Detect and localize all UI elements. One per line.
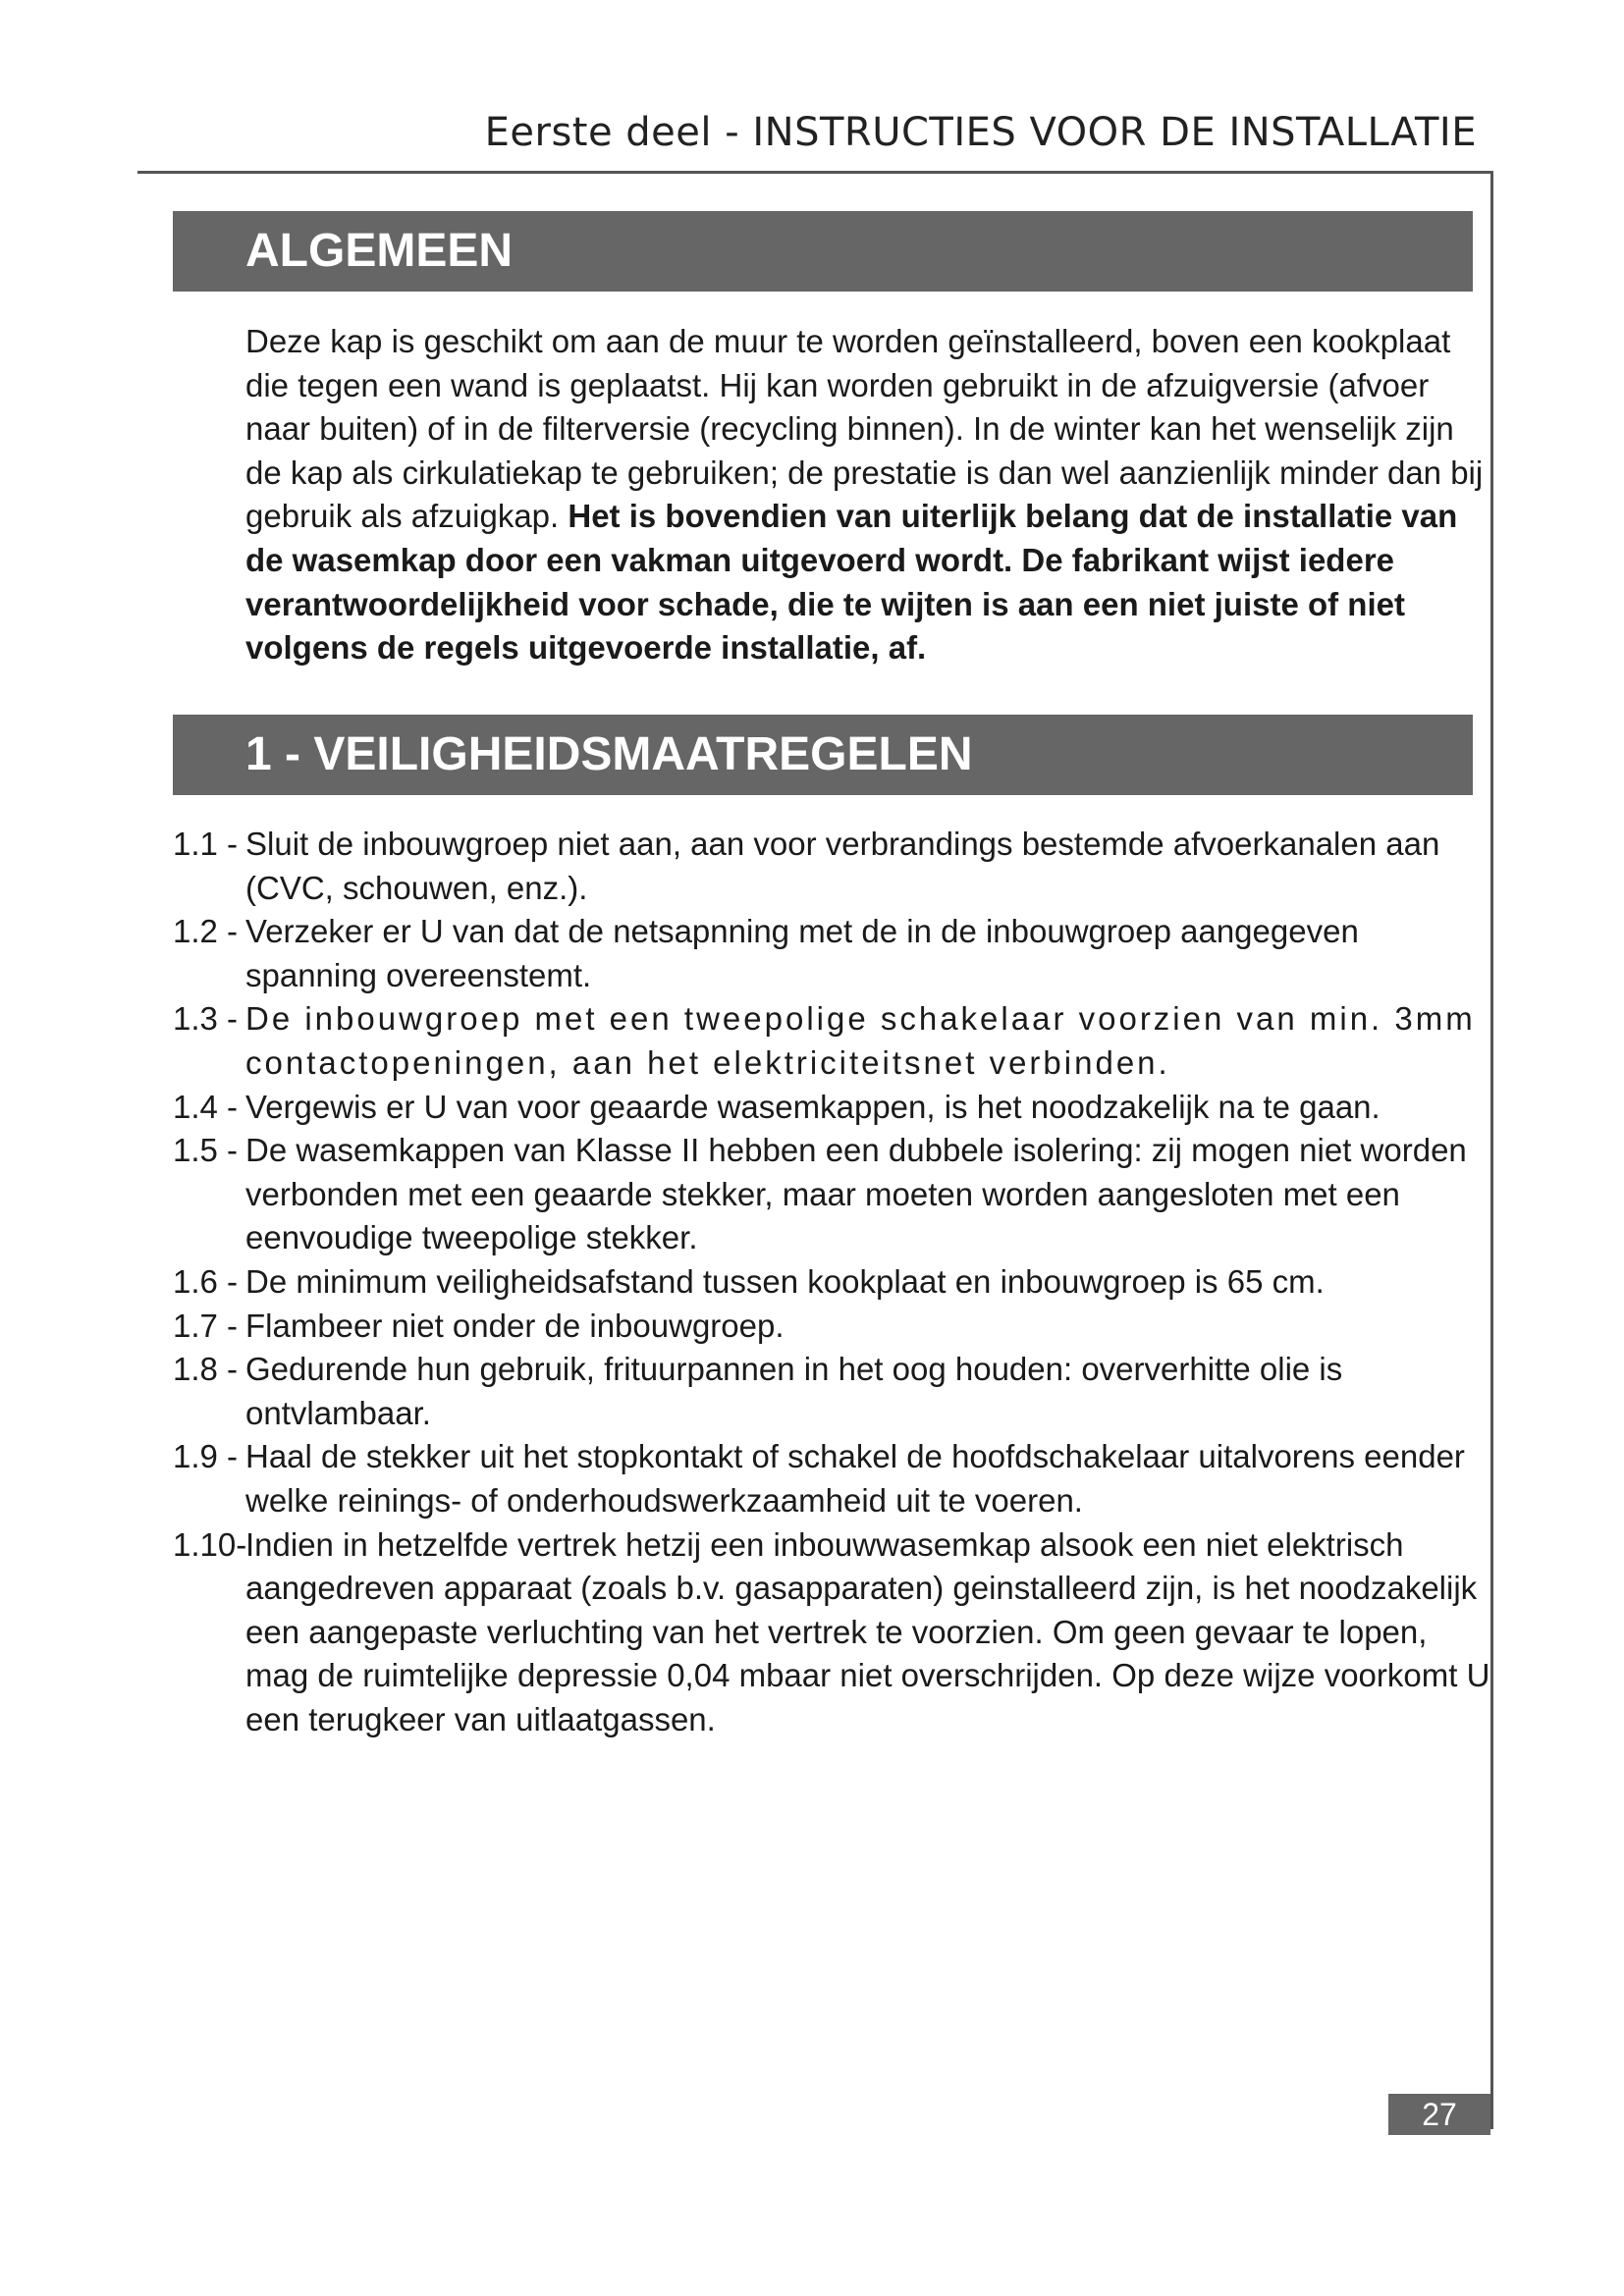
rule-number: 1.10- [173,1525,247,1563]
rule-item-1-6 [173,1260,1492,1305]
rule-number: 1.6 - [173,1262,239,1300]
rule-number: 1.9 - [173,1438,239,1475]
rule-item-1-1 [173,823,1492,910]
rule-text: Flambeer niet onder de inbouwgroep. [245,1307,785,1344]
rule-text: Indien in hetzelfde vertrek hetzij een inbouwwasemkap alsook een niet elektrisch aangedreven apparaat (zoals b.v. gasapparaten) geinstalleerd zijn, is het noodzakelijk een aangepaste verluchting van het vertrek te voorzien. Om geen gevaar te lopen, mag de ruimtelijke depressie 0,04 mbaar niet overschrijden. Op deze wijze voorkomt U een terugkeer van uitlaatgassen. [245,1525,1490,1737]
rule-item-1-8 [173,1348,1492,1435]
rule-text: De wasemkappen van Klasse II hebben een dubbele isolering: zij mogen niet worden verbonden met een geaarde stekker, maar moeten worden aangesloten met een eenvoudige tweepolige stekker. [245,1132,1467,1256]
rule-number: 1.7 - [173,1307,239,1344]
rule-item-1-4 [173,1086,1492,1130]
rule-number: 1.5 - [173,1132,239,1169]
rule-number: 1.8 - [173,1351,239,1388]
rule-text: Vergewis er U van voor geaarde wasemkappen, is het noodzakelijk na te gaan. [245,1088,1380,1125]
section-heading-safety: 1 - VEILIGHEIDSMAATREGELEN [173,715,1473,795]
rule-item-1-9 [173,1435,1492,1522]
header-divider [137,171,1492,174]
rule-text: Verzeker er U van dat de netsapnning met de in de inbouwgroep aangegeven spanning overeenstemt. [245,913,1359,993]
rule-number: 1.4 - [173,1088,239,1125]
rule-text: Gedurende hun gebruik, frituurpannen in het oog houden: oververhitte olie is ontvlambaar. [245,1351,1343,1431]
rule-text: Sluit de inbouwgroep niet aan, aan voor verbrandings bestemde afvoerkanalen aan (CVC, schouwen, enz.). [245,826,1440,906]
rule-number: 1.2 - [173,913,239,950]
intro-plain-text: Deze kap is geschikt om aan de muur te worden geïnstalleerd, boven een kookplaat die tegen een wand is geplaatst. Hij kan worden gebruikt in de afzuigversie (afvoer naar buiten) of in de filterversie (recycling binnen). In de winter kan het wenselijk zijn de kap als cirkulatiekap te gebruiken; de prestatie is dan wel aanzienlijk minder dan bij gebruik als afzuigkap. [245,323,1484,535]
rule-item-1-10 [173,1523,1492,1742]
page-header-title: Eerste deel - INSTRUCTIES VOOR DE INSTALLATIE [484,110,1477,155]
section-heading-general: ALGEMEEN [173,211,1473,292]
rule-text: De minimum veiligheidsafstand tussen kookplaat en inbouwgroep is 65 cm. [245,1262,1325,1300]
page-number-badge: 27 [1388,2094,1490,2135]
rule-item-1-5 [173,1129,1492,1260]
rule-item-1-2 [173,910,1492,997]
safety-rules-list [173,823,1492,1741]
rule-text: De inbouwgroep met een tweepolige schakelaar voorzien van min. 3mm contactopeningen, aan het elektriciteitsnet verbinden. [245,1000,1476,1081]
rule-item-1-3 [173,997,1492,1085]
rule-item-1-7 [173,1305,1492,1349]
rule-number: 1.3 - [173,1000,239,1038]
rule-text: Haal de stekker uit het stopkontakt of schakel de hoofdschakelaar uitalvorens eender welke reinings- of onderhoudswerkzaamheid uit te voeren. [245,1438,1465,1519]
general-intro-paragraph [245,320,1492,670]
rule-number: 1.1 - [173,826,239,862]
intro-bold-warning: Het is bovendien van uiterlijk belang dat de installatie van de wasemkap door een vakman uitgevoerd wordt. De fabrikant wijst iedere verantwoordelijkheid voor schade, die te wijten is aan een niet juiste of niet volgens de regels uitgevoerde installatie, af. [245,498,1458,667]
